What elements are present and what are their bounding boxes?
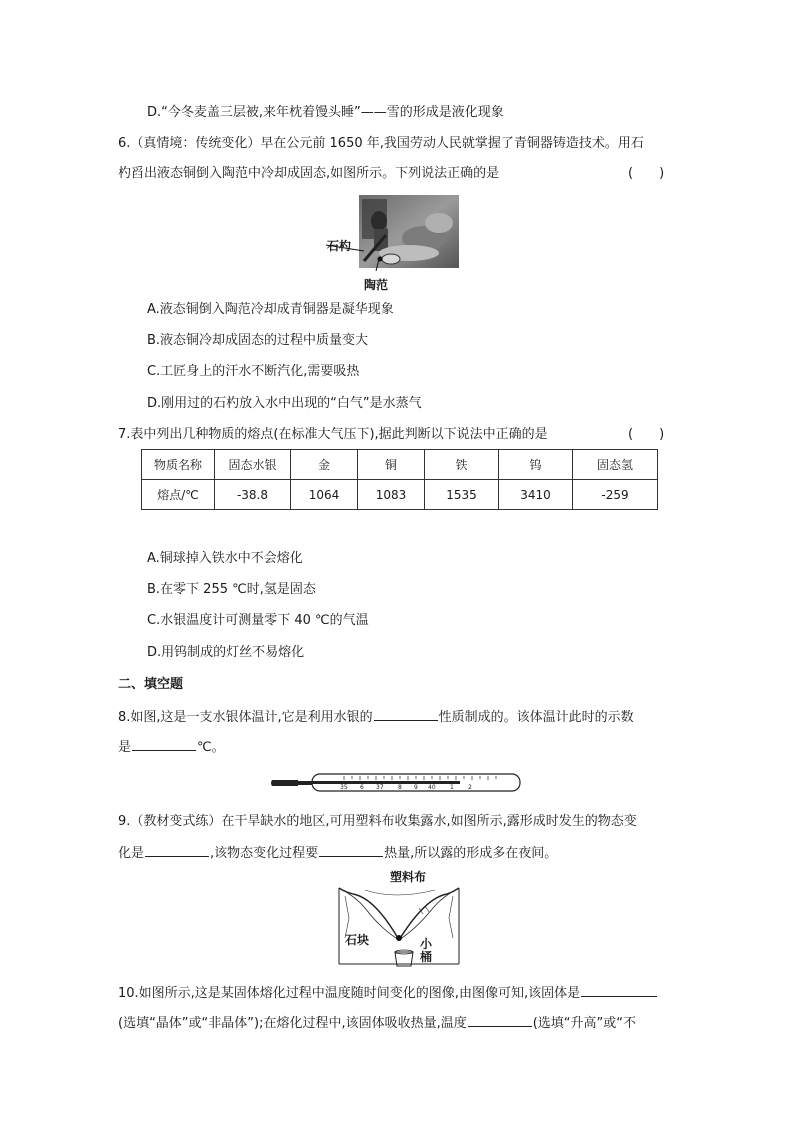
q6-stem-line1: 6.（真情境：传统变化）早在公元前 1650 年,我国劳动人民就掌握了青铜器铸造技术。用石 (118, 136, 644, 151)
q6-option-b: B.液态铜冷却成固态的过程中质量变大 (147, 333, 369, 348)
table-cell: 物质名称 (142, 450, 215, 480)
q8-text-d: ℃。 (197, 740, 225, 755)
table-cell: 金 (291, 450, 358, 480)
table-cell: 钨 (499, 450, 573, 480)
q6-stem-line2: 杓舀出液态铜倒入陶范中冷却成固态,如图所示。下列说法正确的是 (118, 166, 500, 181)
table-cell: 1083 (358, 480, 425, 510)
table-row (142, 480, 658, 510)
tick-label: 2 (468, 784, 472, 791)
tick-label: 1 (450, 784, 454, 791)
section-title: 二、填空题 (118, 677, 184, 692)
plastic-sheet-label: 塑料布 (390, 870, 427, 884)
table-cell: 铁 (425, 450, 499, 480)
table-cell: 1064 (291, 480, 358, 510)
table-cell: 1535 (425, 480, 499, 510)
mold-label: 陶范 (364, 278, 389, 292)
q7-answer-bracket: ( ) (628, 427, 665, 442)
q9-text-b: ,该物态变化过程要 (210, 846, 319, 861)
q9-stem-line1: 9.（教材变式练）在干旱缺水的地区,可用塑料布收集露水,如图所示,露形成时发生的物态变 (118, 814, 637, 829)
q6-option-d: D.刚用过的石杓放入水中出现的“白气”是水蒸气 (147, 396, 422, 411)
thermometer-figure (268, 768, 528, 798)
q6-option-c: C.工匠身上的汗水不断汽化,需要吸热 (147, 364, 360, 379)
ladle-label: 石杓 (327, 239, 352, 253)
tick-label: 8 (398, 784, 402, 791)
answer-blank[interactable] (319, 842, 383, 857)
melting-point-table (141, 449, 658, 510)
tick-label: 40 (428, 784, 436, 791)
q8-text-b: 性质制成的。该体温计此时的示数 (438, 710, 634, 725)
thermometer-image (268, 768, 528, 798)
q5-option-d: D.“今冬麦盖三层被,来年枕着馒头睡”——雪的形成是液化现象 (147, 105, 504, 120)
table-cell: 固态水银 (215, 450, 291, 480)
q10-text-b: (选填“晶体”或“非晶体”);在熔化过程中,该固体吸收热量,温度 (118, 1016, 467, 1031)
q9-text-a: 化是 (118, 846, 145, 861)
answer-blank[interactable] (581, 982, 657, 997)
bucket-label: 小桶 (420, 937, 433, 964)
table-cell: 熔点/℃ (142, 480, 215, 510)
q7-option-b: B.在零下 255 ℃时,氢是固态 (147, 582, 316, 597)
stone-label: 石块 (345, 933, 370, 947)
q10-text-a: 10.如图所示,这是某固体熔化过程中温度随时间变化的图像,由图像可知,该固体是 (118, 986, 581, 1001)
q10-text-c: (选填“升高”或“不 (532, 1016, 637, 1031)
q10-line1 (118, 982, 658, 1004)
q7-stem: 7.表中列出几种物质的熔点(在标准大气压下),据此判断以下说法中正确的是 (118, 427, 548, 442)
tick-label: 6 (360, 784, 364, 791)
tick-label: 37 (376, 784, 384, 791)
q7-option-a: A.铜球掉入铁水中不会熔化 (147, 551, 303, 566)
q8-line1 (118, 706, 634, 728)
table-header-row (142, 450, 658, 480)
q9-line2 (118, 842, 557, 864)
answer-blank[interactable] (132, 736, 196, 751)
table-cell: -259 (573, 480, 658, 510)
q6-answer-bracket: ( ) (628, 166, 665, 181)
q8-text-a: 8.如图,这是一支水银体温计,它是利用水银的 (118, 710, 373, 725)
answer-blank[interactable] (468, 1012, 532, 1027)
table-cell: 3410 (499, 480, 573, 510)
q7-option-c: C.水银温度计可测量零下 40 ℃的气温 (147, 613, 369, 628)
q9-text-c: 热量,所以露的形成多在夜间。 (384, 846, 558, 861)
q8-line2 (118, 736, 225, 758)
answer-blank[interactable] (374, 706, 438, 721)
tick-label: 9 (414, 784, 418, 791)
q6-option-a: A.液态铜倒入陶范冷却成青铜器是凝华现象 (147, 302, 394, 317)
q8-text-c: 是 (118, 740, 132, 755)
q7-option-d: D.用钨制成的灯丝不易熔化 (147, 645, 305, 660)
q10-line2 (118, 1012, 636, 1034)
table-cell: -38.8 (215, 480, 291, 510)
table-cell: 固态氢 (573, 450, 658, 480)
answer-blank[interactable] (145, 842, 209, 857)
tick-label: 35 (340, 784, 348, 791)
table-cell: 铜 (358, 450, 425, 480)
